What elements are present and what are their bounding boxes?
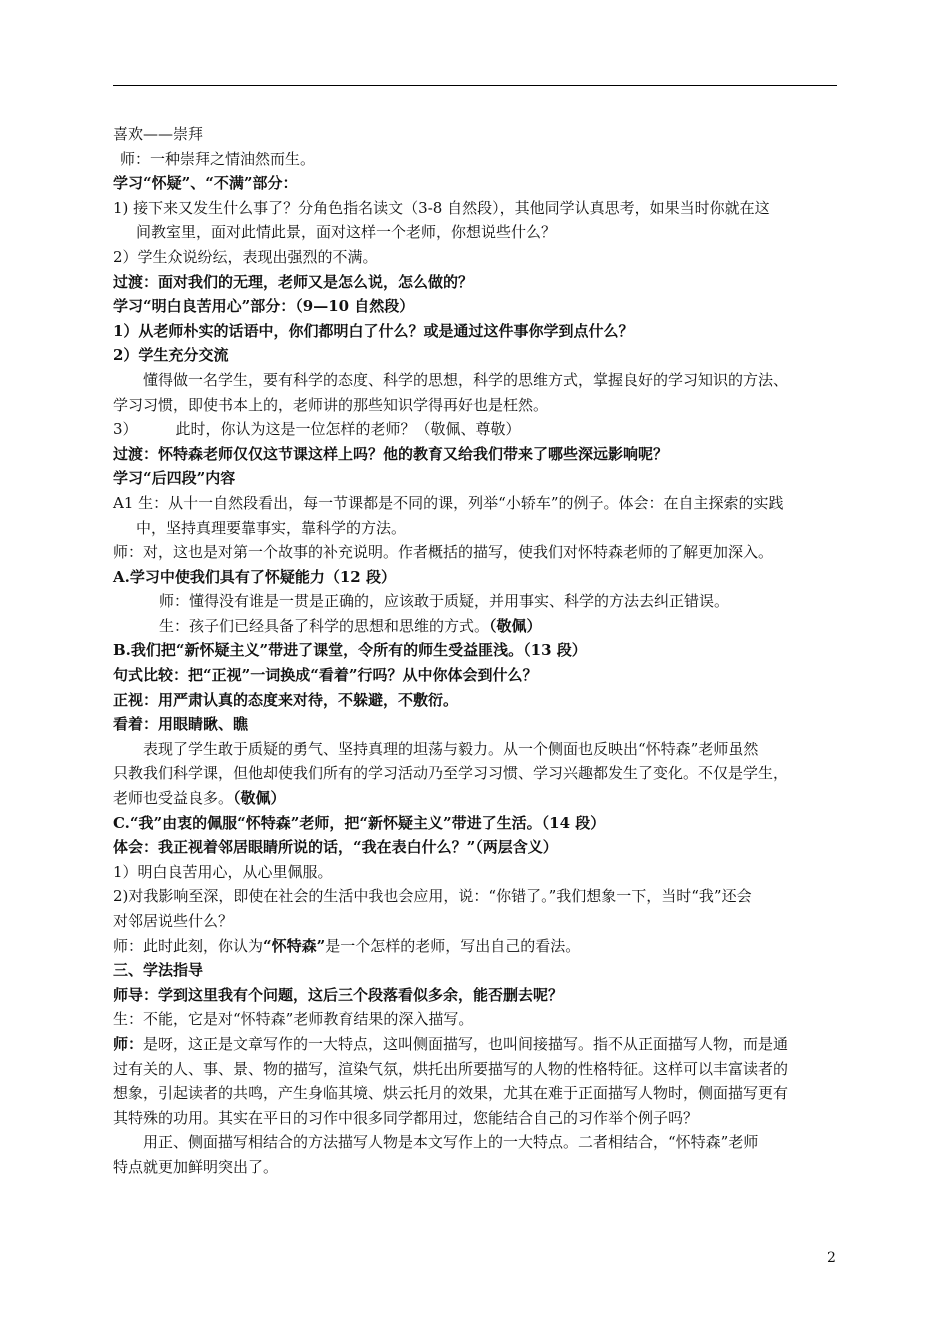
paragraph-line: 特点就更加鲜明突出了。 [113, 1157, 279, 1176]
transition-line: 过渡：面对我们的无理，老师又是怎么说，怎么做的？ [113, 272, 474, 291]
question-line: 1）从老师朴实的话语中，你们都明白了什么？或是通过这件事你学到点什么？ [113, 321, 634, 340]
bold-note: （敬佩） [233, 789, 286, 808]
text-line: 生：不能，它是对“怀特森”老师教育结果的深入描写。 [113, 1010, 474, 1029]
list-text: 此时，你认为这是一位怎样的老师？（敬佩、尊敬） [175, 420, 521, 439]
line-text: 师：此时此刻，你认为 [113, 936, 264, 955]
text-line: 中，坚持真理要靠事实，靠科学的方法。 [136, 518, 407, 537]
paragraph-line: 表现了学生敢于质疑的勇气、坚持真理的坦荡与毅力。从一个侧面也反映出“怀特森”老师虽然 [143, 739, 759, 758]
subsection-heading: B.我们把“新怀疑主义”带进了课堂，令所有的师生受益匪浅。（13 段） [113, 641, 587, 660]
paragraph-line [113, 786, 839, 811]
question-line: 师导：学到这里我有个问题，这后三个段落看似多余，能否删去呢？ [113, 985, 564, 1004]
header-rule [113, 85, 837, 86]
text-line: 2)对我影响至深，即使在社会的生活中我也会应用，说：“你错了。”我们想象一下，当时“我”还会 [113, 887, 752, 906]
question-line: 句式比较：把“正视”一词换成“看着”行吗？从中你体会到什么？ [113, 666, 538, 685]
paragraph-line: 用正、侧面描写相结合的方法描写人物是本文写作上的一大特点。二者相结合，“怀特森”老师 [143, 1133, 759, 1152]
section-heading: 三、学法指导 [113, 961, 204, 980]
paragraph-line: 过有关的人、事、景、物的描写，渲染气氛，烘托出所要描写的人物的性格特征。这样可以丰富读者的 [113, 1059, 789, 1078]
text-line: 喜欢——崇拜 [113, 125, 204, 143]
page-number: 2 [827, 1250, 836, 1266]
transition-line: 过渡：怀特森老师仅仅这节课这样上吗？他的教育又给我们带来了哪些深远影响呢？ [113, 444, 669, 463]
line-text: 老师也受益良多。 [113, 789, 234, 808]
text-line: A1 生：从十一自然段看出，每一节课都是不同的课，列举“小轿车”的例子。体会：在自主探索的实践 [113, 493, 784, 512]
text-line: 间教室里，面对此情此景，面对这样一个老师，你想说些什么？ [136, 223, 557, 242]
text-line: 体会：我正视着邻居眼睛所说的话，“我在表白什么？”（两层含义） [113, 838, 558, 857]
line-text: 是一个怎样的老师，写出自己的看法。 [325, 936, 581, 955]
text-line: 师：一种崇拜之情油然而生。 [120, 149, 316, 168]
definition-line: 正视：用严肃认真的态度来对待，不躲避，不敷衍。 [113, 690, 459, 709]
text-line: 对邻居说些什么？ [113, 912, 234, 930]
text-line [113, 417, 839, 442]
text-line [113, 934, 839, 959]
paragraph-line: 学习习惯，即使书本上的，老师讲的那些知识学得再好也是枉然。 [113, 395, 549, 414]
paragraph-line: 其特殊的功用。其实在平日的习作中很多同学都用过，您能结合自己的习作举个例子吗？ [113, 1108, 699, 1127]
paragraph-line: 想象，引起读者的共鸣，产生身临其境、烘云托月的效果，尤其在难于正面描写人物时，侧面描写更有 [113, 1084, 789, 1103]
line-text: 生：孩子们已经具备了科学的思想和思维的方式。 [159, 616, 490, 635]
section-heading: 学习“明白良苦用心”部分：（9—10 自然段） [113, 297, 415, 316]
definition-line: 看着：用眼睛瞅、瞧 [113, 715, 249, 734]
line-text: 是呀，这正是文章写作的一大特点，这叫侧面描写，也叫间接描写。指不从正面描写人物，而是通 [143, 1034, 789, 1053]
bold-note: （敬佩） [489, 616, 542, 635]
text-line: 1）明白良苦用心，从心里佩服。 [113, 862, 333, 881]
text-line: 2）学生充分交流 [113, 346, 229, 365]
list-number: 3） [113, 420, 138, 439]
section-heading: 学习“后四段”内容 [113, 469, 236, 488]
text-line: 师：对，这也是对第一个故事的补充说明。作者概括的描写，使我们对怀特森老师的了解更加深入。 [113, 543, 774, 562]
document-body [113, 122, 839, 1180]
text-line: 1) 接下来又发生什么事了？分角色指名读文（3-8 自然段），其他同学认真思考，如果当时你就在这 [113, 198, 770, 217]
paragraph-line: 只教我们科学课，但他却使我们所有的学习活动乃至学习习惯、学习兴趣都发生了变化。不仅是学生， [113, 764, 789, 783]
text-line [113, 614, 839, 639]
speaker-label: 师： [113, 1034, 144, 1053]
paragraph-line [113, 1032, 839, 1057]
section-heading: 学习“怀疑”、“不满”部分： [113, 174, 298, 193]
text-line: 2）学生众说纷纭，表现出强烈的不满。 [113, 247, 378, 266]
text-line: 师：懂得没有谁是一贯是正确的，应该敢于质疑，并用事实、科学的方法去纠正错误。 [159, 592, 730, 611]
bold-term: “怀特森” [263, 936, 326, 955]
subsection-heading: A.学习中使我们具有了怀疑能力（12 段） [113, 567, 396, 586]
subsection-heading: C.“我”由衷的佩服“怀特森”老师，把“新怀疑主义”带进了生活。（14 段） [113, 813, 606, 832]
paragraph-line: 懂得做一名学生，要有科学的态度、科学的思想，科学的思维方式，掌握良好的学习知识的方法、 [143, 370, 789, 389]
